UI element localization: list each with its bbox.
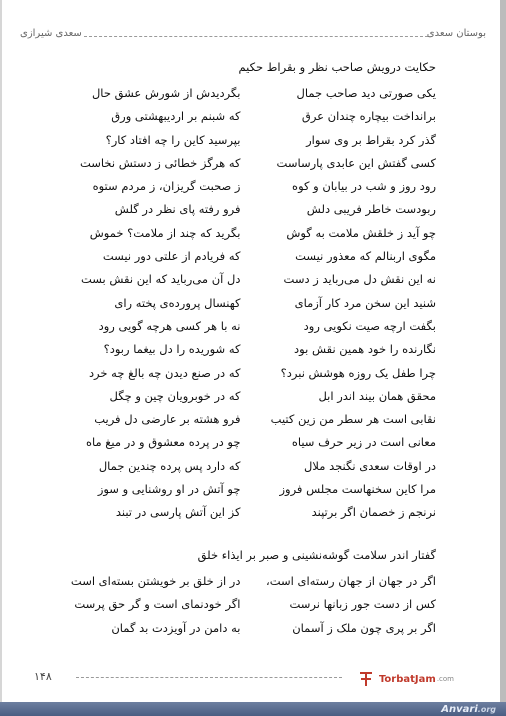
- logo-text: TorbatJam: [378, 673, 436, 685]
- poem-section: [60, 60, 436, 525]
- page-header: [14, 28, 492, 46]
- hemistich-first: اگر در جهان از جهان رسته‌ای است،: [266, 574, 436, 588]
- couplet: [60, 362, 436, 385]
- hemistich-second: که فریادم از علتی دور نیست: [102, 249, 241, 264]
- hemistich-first: نگارنده را خود همین نقش بود: [294, 342, 436, 357]
- header-divider: [84, 36, 428, 37]
- hemistich-second: ز صحبت گریزان، ز مردم ستوه: [92, 179, 241, 194]
- hemistich-first: نرنجم ز خصمان اگر برتپند: [311, 505, 436, 520]
- hemistich-first: محقق همان بیند اندر ابل: [318, 388, 436, 403]
- hemistich-second: بپرسید کاین را چه افتاد کار؟: [105, 132, 241, 147]
- watermark-bar: [0, 702, 506, 716]
- logo-mark-icon: [357, 670, 375, 688]
- couplet-list: [60, 82, 436, 525]
- hemistich-second: چو آتش در او روشنایی و سوز: [97, 482, 241, 497]
- site-logo[interactable]: [357, 668, 454, 690]
- couplet: [60, 222, 436, 245]
- couplet: [60, 105, 436, 128]
- hemistich-second: که شبنم بر اردیبهشتی ورق: [111, 109, 241, 124]
- hemistich-second: کز این آتش پارسی در تبند: [115, 505, 241, 520]
- hemistich-first: بگفت ارچه صیت نکویی رود: [303, 318, 436, 333]
- couplet: [60, 175, 436, 198]
- couplet: [60, 268, 436, 291]
- couplet: [60, 292, 436, 315]
- footer-divider: [76, 677, 342, 678]
- hemistich-first: کس از دست جور زبانها نرست: [289, 597, 436, 612]
- page-right-edge: [500, 0, 506, 716]
- section-title: گفتار اندر سلامت گوشه‌نشینی و صبر بر ایذاء خلق: [197, 548, 436, 562]
- hemistich-first: یکی صورتی دید صاحب جمال: [296, 86, 436, 100]
- couplet-list: [60, 570, 436, 640]
- hemistich-second: نه با هر کسی هرچه گویی رود: [98, 318, 241, 333]
- couplet: [60, 385, 436, 408]
- hemistich-second: دل آن می‌رباید که این نقش بست: [80, 272, 241, 287]
- hemistich-second: که در خوبرویان چین و چگل: [109, 388, 241, 403]
- couplet: [60, 593, 436, 616]
- header-author: سعدی شیرازی: [20, 28, 82, 39]
- hemistich-first: مگوی اربنالم که معذور نیست: [295, 249, 436, 264]
- header-book-title: بوستان سعدی: [426, 28, 486, 39]
- hemistich-second: که شوریده را دل بیغما ربود؟: [103, 342, 241, 357]
- hemistich-second: که دارد پس پرده چندین جمال: [98, 458, 241, 473]
- couplet: [60, 570, 436, 593]
- hemistich-first: نه این نقش دل می‌رباید ز دست: [283, 272, 436, 287]
- poem-section: [60, 548, 436, 640]
- hemistich-first: چو آید ز خلقش ملامت به گوش: [286, 225, 436, 240]
- hemistich-second: در از خلق بر خویشتن بسته‌ای است: [70, 574, 241, 588]
- hemistich-first: معانی است در زیر حرف سیاه: [291, 435, 436, 450]
- hemistich-first: رود روز و شب در بیابان و کوه: [292, 179, 436, 194]
- page-left-edge: [0, 0, 2, 716]
- watermark: [441, 704, 496, 715]
- couplet: [60, 82, 436, 105]
- couplet: [60, 617, 436, 640]
- couplet: [60, 408, 436, 431]
- couplet: [60, 129, 436, 152]
- couplet: [60, 315, 436, 338]
- hemistich-first: اگر بر پری چون ملک ز آسمان: [292, 620, 436, 635]
- hemistich-first: گذر کرد بقراط بر وی سوار: [306, 132, 436, 147]
- couplet: [60, 455, 436, 478]
- hemistich-second: بگرید که چند از ملامت؟ خموش: [89, 225, 241, 240]
- hemistich-second: فرو رفته پای نظر در گلش: [114, 202, 241, 217]
- hemistich-second: کهنسال پرورده‌ی پخته رای: [114, 295, 241, 310]
- hemistich-second: اگر خودنمای است و گر حق پرست: [74, 597, 241, 612]
- hemistich-first: نقابی است هر سطر من زین کتیب: [270, 412, 436, 427]
- hemistich-first: در اوقات سعدی نگنجد ملال: [304, 458, 436, 473]
- couplet: [60, 198, 436, 221]
- couplet: [60, 478, 436, 501]
- hemistich-second: فرو هشته بر عارضی دل فریب: [94, 412, 241, 427]
- watermark-text: Anvari: [441, 704, 478, 715]
- hemistich-second: به دامن در آویزدت بد گمان: [111, 620, 241, 635]
- hemistich-first: کسی گفتش این عابدی پارساست: [276, 155, 436, 170]
- hemistich-second: که در صنع دیدن چه بالغ چه خرد: [88, 365, 241, 380]
- hemistich-second: که هرگز خطائی ز دستش نخاست: [79, 155, 241, 170]
- couplet: [60, 501, 436, 524]
- couplet: [60, 431, 436, 454]
- couplet: [60, 338, 436, 361]
- hemistich-second: چو در پرده معشوق و در میغ ماه: [85, 435, 241, 450]
- section-title: حکایت درویش صاحب نظر و بقراط حکیم: [238, 60, 436, 74]
- hemistich-first: مرا کاین سخنهاست مجلس فروز: [279, 482, 436, 497]
- hemistich-first: برانداخت بیچاره چندان عرق: [301, 109, 436, 124]
- hemistich-first: چرا طفل یک روزه هوشش نبرد؟: [280, 365, 436, 380]
- page-number: ۱۴۸: [34, 670, 52, 683]
- page-footer: [14, 668, 492, 690]
- logo-suffix: .com: [436, 675, 454, 683]
- couplet: [60, 245, 436, 268]
- watermark-suffix: .org: [477, 705, 496, 714]
- couplet: [60, 152, 436, 175]
- hemistich-first: ربودست خاطر فریبی دلش: [306, 202, 436, 217]
- hemistich-second: بگردیدش از شورش عشق حال: [91, 86, 241, 100]
- hemistich-first: شنید این سخن مرد کار آزمای: [294, 295, 436, 310]
